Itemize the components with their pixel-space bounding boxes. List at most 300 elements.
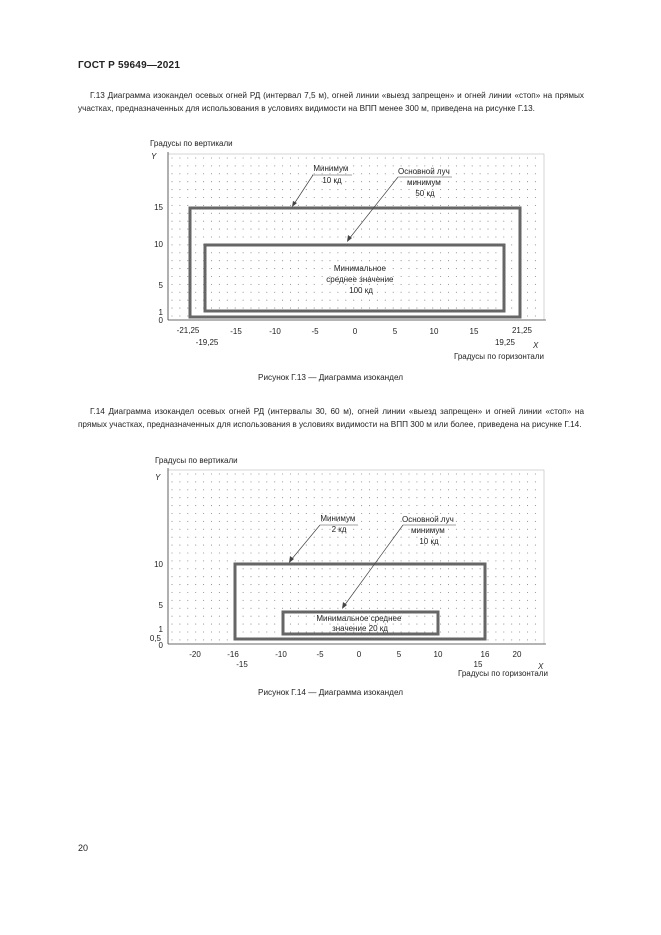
grid-dot xyxy=(511,173,512,174)
grid-dot xyxy=(282,252,283,253)
grid-dot xyxy=(250,268,251,269)
grid-dot xyxy=(314,545,315,546)
grid-dot xyxy=(416,229,417,230)
grid-dot xyxy=(345,481,346,482)
grid-dot xyxy=(274,608,275,609)
grid-dot xyxy=(369,489,370,490)
grid-dot xyxy=(187,584,188,585)
grid-dot xyxy=(361,545,362,546)
grid-dot xyxy=(171,308,172,309)
grid-dot xyxy=(456,505,457,506)
grid-dot xyxy=(440,576,441,577)
grid-dot xyxy=(495,292,496,293)
grid-dot xyxy=(527,639,528,640)
grid-dot xyxy=(227,173,228,174)
grid-dot xyxy=(511,481,512,482)
grid-dot xyxy=(377,292,378,293)
grid-dot xyxy=(187,300,188,301)
grid-dot xyxy=(401,505,402,506)
grid-dot xyxy=(432,308,433,309)
grid-dot xyxy=(266,181,267,182)
grid-dot xyxy=(401,560,402,561)
grid-dot xyxy=(171,181,172,182)
x-axis-letter: X xyxy=(538,662,544,671)
grid-dot xyxy=(274,236,275,237)
grid-dot xyxy=(329,284,330,285)
grid-dot xyxy=(195,260,196,261)
grid-dot xyxy=(274,568,275,569)
grid-dot xyxy=(314,568,315,569)
grid-dot xyxy=(456,489,457,490)
grid-dot xyxy=(314,537,315,538)
grid-dot xyxy=(456,576,457,577)
grid-dot xyxy=(235,513,236,514)
grid-dot xyxy=(401,513,402,514)
grid-dot xyxy=(314,521,315,522)
grid-dot xyxy=(456,545,457,546)
grid-dot xyxy=(487,545,488,546)
grid-dot xyxy=(440,600,441,601)
grid-dot xyxy=(424,608,425,609)
grid-dot xyxy=(274,165,275,166)
grid-dot xyxy=(219,165,220,166)
grid-dot xyxy=(187,513,188,514)
grid-dot xyxy=(487,189,488,190)
grid-dot xyxy=(487,513,488,514)
grid-dot xyxy=(385,576,386,577)
grid-dot xyxy=(432,157,433,158)
grid-dot xyxy=(480,173,481,174)
grid-dot xyxy=(393,173,394,174)
grid-dot xyxy=(187,315,188,316)
grid-dot xyxy=(424,308,425,309)
grid-dot xyxy=(440,568,441,569)
grid-dot xyxy=(393,576,394,577)
grid-dot xyxy=(298,189,299,190)
grid-dot xyxy=(495,221,496,222)
grid-dot xyxy=(282,513,283,514)
grid-dot xyxy=(306,505,307,506)
grid-dot xyxy=(235,473,236,474)
grid-dot xyxy=(282,181,283,182)
grid-dot xyxy=(377,213,378,214)
grid-dot xyxy=(401,489,402,490)
grid-dot xyxy=(227,576,228,577)
grid-dot xyxy=(306,600,307,601)
label-main-beam-50cd xyxy=(398,167,452,198)
grid-dot xyxy=(171,624,172,625)
grid-dot xyxy=(448,545,449,546)
grid-dot xyxy=(298,608,299,609)
grid-dot xyxy=(282,608,283,609)
grid-dot xyxy=(535,616,536,617)
grid-dot xyxy=(219,229,220,230)
grid-dot xyxy=(416,252,417,253)
grid-dot xyxy=(511,608,512,609)
grid-dot xyxy=(345,568,346,569)
grid-dot xyxy=(519,552,520,553)
grid-dot xyxy=(337,537,338,538)
grid-dot xyxy=(306,473,307,474)
grid-dot xyxy=(361,568,362,569)
grid-dot xyxy=(480,260,481,261)
grid-dot xyxy=(495,276,496,277)
grid-dot xyxy=(227,252,228,253)
grid-dot xyxy=(393,552,394,553)
grid-dot xyxy=(353,568,354,569)
grid-dot xyxy=(511,213,512,214)
grid-dot xyxy=(377,545,378,546)
callout-arrow xyxy=(291,525,320,560)
grid-dot xyxy=(353,497,354,498)
grid-dot xyxy=(266,252,267,253)
grid-dot xyxy=(298,545,299,546)
grid-dot xyxy=(511,537,512,538)
grid-dot xyxy=(171,489,172,490)
grid-dot xyxy=(266,292,267,293)
grid-dot xyxy=(329,260,330,261)
grid-dot xyxy=(385,221,386,222)
grid-dot xyxy=(171,497,172,498)
grid-dot xyxy=(187,545,188,546)
grid-dot xyxy=(440,624,441,625)
grid-dot xyxy=(179,308,180,309)
grid-dot xyxy=(329,576,330,577)
grid-dot xyxy=(235,505,236,506)
grid-dot xyxy=(258,300,259,301)
grid-dot xyxy=(235,197,236,198)
grid-dot xyxy=(440,481,441,482)
grid-dot xyxy=(456,481,457,482)
grid-dot xyxy=(369,505,370,506)
grid-dot xyxy=(416,584,417,585)
grid-dot xyxy=(503,189,504,190)
grid-dot xyxy=(503,197,504,198)
grid-dot xyxy=(369,221,370,222)
grid-dot xyxy=(440,513,441,514)
grid-dot xyxy=(393,197,394,198)
grid-dot xyxy=(258,308,259,309)
grid-dot xyxy=(495,165,496,166)
grid-dot xyxy=(393,489,394,490)
grid-dot xyxy=(440,616,441,617)
grid-dot xyxy=(266,616,267,617)
grid-dot xyxy=(511,624,512,625)
grid-dot xyxy=(195,181,196,182)
grid-dot xyxy=(448,560,449,561)
grid-dot xyxy=(322,173,323,174)
grid-dot xyxy=(480,236,481,237)
grid-dot xyxy=(187,229,188,230)
grid-dot xyxy=(171,639,172,640)
grid-dot xyxy=(416,213,417,214)
grid-dot xyxy=(290,181,291,182)
grid-dot xyxy=(393,545,394,546)
grid-dot xyxy=(456,537,457,538)
grid-dot xyxy=(480,497,481,498)
grid-dot xyxy=(472,600,473,601)
grid-dot xyxy=(250,521,251,522)
grid-dot xyxy=(227,197,228,198)
grid-dot xyxy=(535,213,536,214)
grid-dot xyxy=(361,584,362,585)
grid-dot xyxy=(227,292,228,293)
grid-dot xyxy=(282,165,283,166)
grid-dot xyxy=(250,513,251,514)
grid-dot xyxy=(179,631,180,632)
grid-dot xyxy=(456,308,457,309)
grid-dot xyxy=(179,165,180,166)
grid-dot xyxy=(195,560,196,561)
grid-dot xyxy=(527,576,528,577)
grid-dot xyxy=(266,576,267,577)
grid-dot xyxy=(416,292,417,293)
grid-dot xyxy=(527,236,528,237)
grid-dot xyxy=(464,624,465,625)
grid-dot xyxy=(306,616,307,617)
grid-dot xyxy=(448,513,449,514)
grid-dot xyxy=(408,197,409,198)
grid-dot xyxy=(179,616,180,617)
grid-dot xyxy=(266,197,267,198)
grid-dot xyxy=(440,631,441,632)
grid-dot xyxy=(179,537,180,538)
grid-dot xyxy=(227,308,228,309)
grid-dot xyxy=(527,505,528,506)
grid-dot xyxy=(298,560,299,561)
grid-dot xyxy=(480,608,481,609)
figure-g13-caption: Рисунок Г.13 — Диаграмма изокандел xyxy=(257,373,404,382)
grid-dot xyxy=(243,521,244,522)
grid-dot xyxy=(440,221,441,222)
grid-dot xyxy=(353,481,354,482)
grid-dot xyxy=(345,560,346,561)
grid-dot xyxy=(345,308,346,309)
grid-dot xyxy=(535,189,536,190)
grid-dot xyxy=(472,592,473,593)
grid-dot xyxy=(416,608,417,609)
grid-dot xyxy=(243,205,244,206)
grid-dot xyxy=(527,315,528,316)
grid-dot xyxy=(329,537,330,538)
grid-dot xyxy=(401,624,402,625)
grid-dot xyxy=(235,157,236,158)
grid-dot xyxy=(472,537,473,538)
grid-dot xyxy=(511,189,512,190)
grid-dot xyxy=(472,308,473,309)
grid-dot xyxy=(495,568,496,569)
grid-dot xyxy=(195,639,196,640)
grid-dot xyxy=(266,592,267,593)
grid-dot xyxy=(401,236,402,237)
grid-dot xyxy=(432,608,433,609)
grid-dot xyxy=(361,189,362,190)
grid-dot xyxy=(472,481,473,482)
grid-dot xyxy=(306,624,307,625)
grid-dot xyxy=(487,229,488,230)
grid-dot xyxy=(424,221,425,222)
grid-dot xyxy=(393,600,394,601)
grid-dot xyxy=(314,560,315,561)
grid-dot xyxy=(472,552,473,553)
grid-dot xyxy=(503,213,504,214)
grid-dot xyxy=(511,576,512,577)
grid-dot xyxy=(227,545,228,546)
grid-dot xyxy=(487,213,488,214)
grid-dot xyxy=(464,473,465,474)
grid-dot xyxy=(250,236,251,237)
grid-dot xyxy=(377,252,378,253)
grid-dot xyxy=(322,197,323,198)
grid-dot xyxy=(337,560,338,561)
grid-dot xyxy=(480,489,481,490)
grid-dot xyxy=(179,489,180,490)
grid-dot xyxy=(361,473,362,474)
grid-dot xyxy=(187,624,188,625)
grid-dot xyxy=(424,552,425,553)
grid-dot xyxy=(187,576,188,577)
grid-dot xyxy=(361,221,362,222)
grid-dot xyxy=(243,213,244,214)
x-tick-label: -10 xyxy=(269,327,281,336)
grid-dot xyxy=(282,545,283,546)
grid-dot xyxy=(258,268,259,269)
grid-dot xyxy=(503,584,504,585)
grid-dot xyxy=(258,221,259,222)
grid-dot xyxy=(235,497,236,498)
grid-dot xyxy=(353,584,354,585)
grid-dot xyxy=(274,592,275,593)
grid-dot xyxy=(527,489,528,490)
grid-dot xyxy=(464,521,465,522)
grid-dot xyxy=(511,639,512,640)
grid-dot xyxy=(337,545,338,546)
grid-dot xyxy=(219,276,220,277)
grid-dot xyxy=(377,521,378,522)
grid-dot xyxy=(432,631,433,632)
grid-dot xyxy=(306,513,307,514)
grid-dot xyxy=(243,489,244,490)
grid-dot xyxy=(282,505,283,506)
grid-dot xyxy=(424,473,425,474)
grid-dot xyxy=(495,497,496,498)
grid-dot xyxy=(464,197,465,198)
grid-dot xyxy=(361,181,362,182)
grid-dot xyxy=(369,229,370,230)
grid-dot xyxy=(345,292,346,293)
grid-dot xyxy=(195,584,196,585)
grid-dot xyxy=(243,608,244,609)
grid-dot xyxy=(535,252,536,253)
y-axis-letter: Y xyxy=(151,152,157,161)
grid-dot xyxy=(424,292,425,293)
grid-dot xyxy=(472,181,473,182)
grid-dot xyxy=(527,308,528,309)
grid-dot xyxy=(337,205,338,206)
grid-dot xyxy=(503,165,504,166)
grid-dot xyxy=(266,505,267,506)
chart-g14 xyxy=(150,456,548,678)
grid-dot xyxy=(495,481,496,482)
grid-dot xyxy=(385,481,386,482)
grid-dot xyxy=(314,189,315,190)
grid-dot xyxy=(440,505,441,506)
grid-dot xyxy=(329,600,330,601)
grid-dot xyxy=(369,284,370,285)
grid-dot xyxy=(298,592,299,593)
grid-dot xyxy=(393,236,394,237)
grid-dot xyxy=(258,284,259,285)
label-line: Основной луч xyxy=(402,515,454,524)
grid-dot xyxy=(203,592,204,593)
grid-dot xyxy=(306,197,307,198)
grid-dot xyxy=(211,276,212,277)
grid-dot xyxy=(456,221,457,222)
grid-dot xyxy=(171,481,172,482)
grid-dot xyxy=(195,521,196,522)
grid-dot xyxy=(511,276,512,277)
grid-dot xyxy=(274,300,275,301)
grid-dot xyxy=(243,173,244,174)
grid-dot xyxy=(401,229,402,230)
grid-dot xyxy=(322,584,323,585)
grid-dot xyxy=(266,473,267,474)
grid-dot xyxy=(472,631,473,632)
grid-dot xyxy=(385,473,386,474)
grid-dot xyxy=(243,616,244,617)
grid-dot xyxy=(306,592,307,593)
grid-dot xyxy=(345,584,346,585)
grid-dot xyxy=(322,292,323,293)
grid-dot xyxy=(322,552,323,553)
grid-dot xyxy=(527,157,528,158)
grid-dot xyxy=(195,473,196,474)
grid-dot xyxy=(495,300,496,301)
grid-dot xyxy=(243,624,244,625)
grid-dot xyxy=(282,173,283,174)
x-extra-label: 15 xyxy=(473,660,483,669)
grid-dot xyxy=(448,236,449,237)
grid-dot xyxy=(385,600,386,601)
grid-dot xyxy=(416,276,417,277)
grid-dot xyxy=(424,268,425,269)
grid-dot xyxy=(290,624,291,625)
grid-dot xyxy=(179,197,180,198)
x-tick-label: 20 xyxy=(512,650,522,659)
grid-dot xyxy=(361,497,362,498)
grid-dot xyxy=(227,181,228,182)
grid-dot xyxy=(401,197,402,198)
grid-dot xyxy=(527,584,528,585)
label-line: 10 кд xyxy=(419,537,439,546)
grid-dot xyxy=(322,560,323,561)
grid-dot xyxy=(187,560,188,561)
grid-dot xyxy=(424,497,425,498)
grid-dot xyxy=(424,584,425,585)
grid-dot xyxy=(314,236,315,237)
grid-dot xyxy=(274,173,275,174)
grid-dot xyxy=(440,300,441,301)
grid-dot xyxy=(266,537,267,538)
grid-dot xyxy=(385,173,386,174)
grid-dot xyxy=(401,584,402,585)
x-tick-label: -15 xyxy=(230,327,242,336)
grid-dot xyxy=(440,229,441,230)
grid-dot xyxy=(235,268,236,269)
grid-dot xyxy=(432,229,433,230)
grid-dot xyxy=(432,260,433,261)
grid-dot xyxy=(345,260,346,261)
